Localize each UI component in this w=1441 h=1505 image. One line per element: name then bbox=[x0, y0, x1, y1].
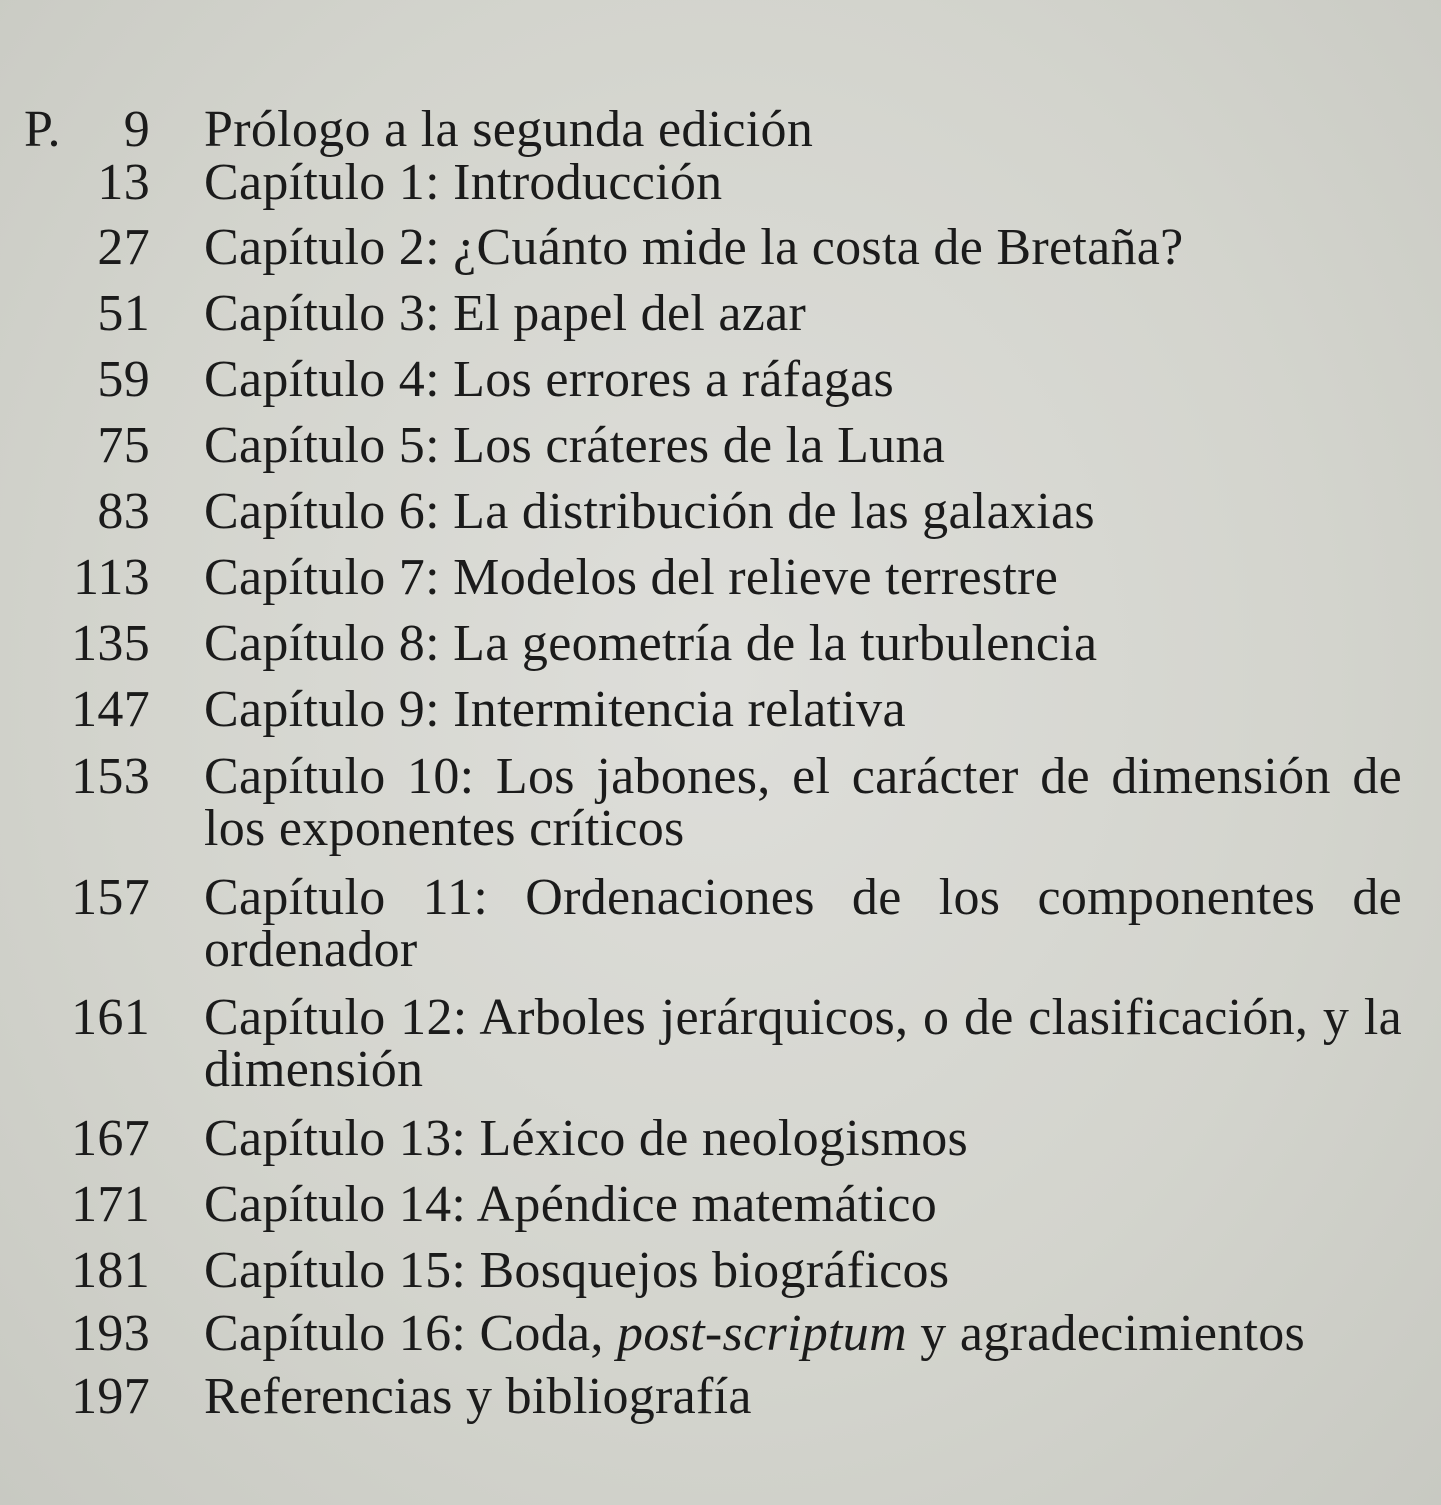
toc-title: Capítulo 10: Los jabones, el carácter de dimensión de los exponentes críticos bbox=[204, 748, 1402, 857]
toc-title: Capítulo 13: Léxico de neologismos bbox=[204, 1110, 969, 1167]
toc-title: Capítulo 11: Ordenaciones de los componentes de ordenador bbox=[204, 869, 1402, 978]
toc-entry-capitulo-2 bbox=[0, 219, 1441, 288]
toc-entry-capitulo-7 bbox=[0, 549, 1441, 618]
table-of-contents bbox=[0, 101, 1441, 1431]
toc-entry-capitulo-9 bbox=[0, 681, 1441, 751]
page-prefix: P. bbox=[24, 101, 61, 158]
toc-title: Capítulo 5: Los cráteres de la Luna bbox=[204, 417, 946, 474]
toc-page-number: 59 bbox=[97, 351, 150, 408]
toc-page-number: 157 bbox=[71, 869, 150, 926]
toc-entry-capitulo-13 bbox=[0, 1110, 1441, 1179]
toc-entry-capitulo-14 bbox=[0, 1176, 1441, 1245]
toc-entry-capitulo-6 bbox=[0, 483, 1441, 552]
toc-title: Capítulo 8: La geometría de la turbulencia bbox=[204, 615, 1098, 672]
toc-page-number: 13 bbox=[97, 154, 150, 211]
toc-title: Capítulo 4: Los errores a ráfagas bbox=[204, 351, 894, 408]
toc-title: Prólogo a la segunda edición bbox=[204, 101, 814, 158]
toc-title: Capítulo 15: Bosquejos biográficos bbox=[204, 1242, 950, 1299]
toc-entry-capitulo-11 bbox=[0, 869, 1441, 992]
toc-entry-capitulo-4 bbox=[0, 351, 1441, 420]
toc-entry-capitulo-8 bbox=[0, 615, 1441, 684]
toc-page-number: 171 bbox=[71, 1176, 150, 1233]
toc-page-number: 135 bbox=[71, 615, 150, 672]
toc-entry-capitulo-3 bbox=[0, 285, 1441, 354]
toc-page-number: 181 bbox=[71, 1242, 150, 1299]
toc-title: Capítulo 12: Arboles jerárquicos, o de clasificación, y la dimensión bbox=[204, 989, 1402, 1098]
toc-entry-capitulo-10 bbox=[0, 748, 1441, 872]
toc-page-number: 153 bbox=[71, 748, 150, 805]
toc-title: Capítulo 9: Intermitencia relativa bbox=[204, 681, 906, 738]
toc-page-number: 161 bbox=[71, 989, 150, 1046]
toc-title-part: Capítulo 16: Coda, bbox=[204, 1305, 618, 1362]
toc-entry-capitulo-5 bbox=[0, 417, 1441, 486]
toc-title: Capítulo 7: Modelos del relieve terrestre bbox=[204, 549, 1059, 606]
toc-title-part: y agradecimientos bbox=[906, 1305, 1306, 1362]
toc-title: Capítulo 14: Apéndice matemático bbox=[204, 1176, 938, 1233]
toc-page-number: 113 bbox=[73, 549, 150, 606]
toc-page-number: 9 bbox=[123, 101, 150, 158]
toc-page-number: 83 bbox=[97, 483, 150, 540]
toc-title: Referencias y bibliografía bbox=[204, 1368, 752, 1425]
toc-page-number: 167 bbox=[71, 1110, 150, 1167]
toc-entry-capitulo-15 bbox=[0, 1242, 1441, 1308]
toc-entry-prologo bbox=[0, 101, 1441, 158]
toc-title: Capítulo 1: Introducción bbox=[204, 154, 723, 211]
toc-title-italic: post-scriptum bbox=[617, 1305, 907, 1362]
toc-page-number: 147 bbox=[71, 681, 150, 738]
toc-entry-capitulo-12 bbox=[0, 989, 1441, 1113]
toc-page-number: 75 bbox=[97, 417, 150, 474]
toc-entry-capitulo-1 bbox=[0, 154, 1441, 222]
toc-title: Capítulo 6: La distribución de las galaxias bbox=[204, 483, 1095, 540]
toc-title bbox=[204, 1305, 1402, 1362]
toc-entry-referencias bbox=[0, 1368, 1441, 1431]
toc-title: Capítulo 2: ¿Cuánto mide la costa de Bretaña? bbox=[204, 219, 1184, 276]
toc-title: Capítulo 3: El papel del azar bbox=[204, 285, 807, 342]
toc-page-number: 51 bbox=[97, 285, 150, 342]
toc-page-number: 27 bbox=[97, 219, 150, 276]
toc-page-number: 197 bbox=[71, 1368, 150, 1425]
toc-page-number: 193 bbox=[71, 1305, 150, 1362]
toc-entry-capitulo-16 bbox=[0, 1305, 1441, 1371]
